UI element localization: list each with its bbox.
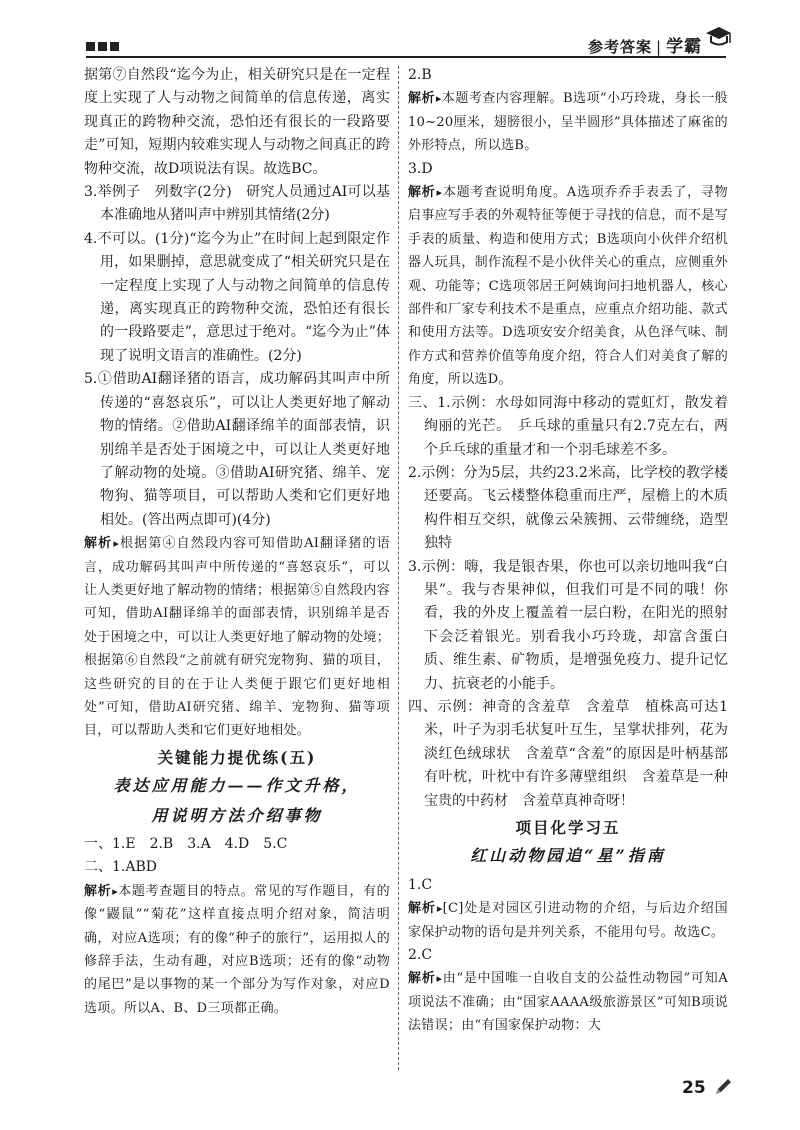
left-column — [84, 64, 390, 1020]
analysis-label: 解析 ▸ — [84, 536, 119, 551]
answer-part-4: 四、示例：神奇的含羞草 含羞草 植株高可达1米，叶子为羽毛状复叶互生，呈掌状排列，花为淡红色绒球状 含羞草“含羞”的原因是叶柄基部有叶枕，叶枕中有许多薄壁组织 含羞草是一种宝贵的中药材 含羞草真神奇呀！ — [408, 698, 728, 809]
analysis-part-2 — [84, 880, 390, 1020]
graduation-cap-icon — [704, 24, 732, 50]
analysis-label: 解析 ▸ — [408, 901, 443, 916]
answer-project-1: 1.C — [408, 876, 433, 893]
section-subtitle: 表达应用能力——作文升格， — [113, 776, 361, 796]
analysis-project-2 — [408, 967, 728, 1037]
answer-q5: 5.①借助AI翻译猪的语言，成功解码其叫声中所传递的“喜怒哀乐”，可以让人类更好地了解动物的情绪。②借助AI翻译绵羊的面部表情，识别绵羊是否处于困境之中，可以让人类更好地了解动物的处境。③借助AI研究猪、绵羊、宠物狗、猫等项目，可以帮助人类和它们更好地相处。(答出两点即可)(4分) — [84, 371, 390, 528]
page-header — [0, 0, 800, 60]
header-title — [588, 32, 702, 57]
answer-q2: 2.B — [408, 67, 432, 83]
project-subtitle: 红山动物园追“星”指南 — [470, 846, 666, 866]
header-decor-blocks — [86, 42, 119, 51]
answer-paragraph: 据第⑦自然段“迄今为止，相关研究只是在一定程度上实现了人与动物之间简单的信息传递，离实现真正的跨物种交流，恐怕还有很长的一段路要走”可知，短期内较难实现人与动物之间真正的跨物种交流，故D项说法有误。故选BC。 — [84, 67, 390, 177]
answer-project-2: 2.C — [408, 947, 433, 964]
analysis-q3 — [408, 181, 728, 392]
answer-q4: 4.不可以。(1分)“迄今为止”在时间上起到限定作用，如果删掉，意思就变成了“相关研究只是在一定程度上实现了人与动物之间简单的信息传递，离实现真正的跨物种交流，恐怕还有很长的一段路要走”，意思过于绝对。“迄今为止”体现了说明文语言的准确性。(2分) — [84, 230, 390, 364]
analysis-text: 本题考查说明角度。A选项乔乔手表丢了，寻物启事应写手表的外观特征等便于寻找的信息，而不是写手表的质量、构造和使用方式；B选项向小伙伴介绍机器人玩具，制作流程不是小伙伴关心的重点，应侧重外观、功能等；C选项邻居王阿姨询问扫地机器人，核心部件和厂家专利技术不是重点，应重点介绍功能、款式和使用方法等。D选项安安介绍美食，从色泽气味、制作方式和营养价值等角度介绍，符合人们对美食了解的角度，所以选D。 — [408, 185, 728, 388]
analysis-text: [C]处是对园区引进动物的介绍，与后边介绍国家保护动物的语句是并列关系，不能用句号。故选C。 — [408, 901, 728, 940]
analysis-label: 解析 ▸ — [408, 185, 442, 200]
analysis-text: 本题考查内容理解。B选项“小巧玲珑，身长一般10~20厘米，翅膀很小，呈半圆形”具体描述了麻雀的外形特点，所以选B。 — [408, 91, 728, 154]
analysis-q2 — [408, 87, 728, 157]
answer-part-3-3: 3.示例：嗨，我是银杏果，你也可以亲切地叫我“白果”。我与杏果神似，但我们可是不同的哦！你看，我的外皮上覆盖着一层白粉，在阳光的照射下会泛着银光。别看我小巧玲珑，却富含蛋白质、维生素、矿物质，是增强免疫力、提升记忆力、抗衰老的小能手。 — [408, 558, 728, 692]
analysis-label: 解析 ▸ — [408, 91, 442, 106]
analysis-text: 本题考查题目的特点。常见的写作题目，有的像“鼹鼠”“菊花”这样直接点明介绍对象，简洁明确，对应A选项；有的像“种子的旅行”，运用拟人的修辞手法，生动有趣，对应B选项；还有的像“动物的尾巴”是以事物的某一个部分为写作对象，对应D选项。所以A、B、D三项都正确。 — [84, 883, 390, 1016]
analysis-label: 解析 ▸ — [408, 971, 442, 986]
analysis-project-1 — [408, 897, 728, 944]
pen-icon — [712, 1076, 734, 1098]
project-title: 项目化学习五 — [515, 818, 621, 837]
answer-part-3-2: 2.示例：分为5层，共约23.2米高，比学校的教学楼还要高。飞云楼整体稳重而庄严，屋檐上的木质构件相互交织，就像云朵簇拥、云带缠绕，造型独特 — [408, 464, 728, 552]
answer-part-1: 一、1.E 2.B 3.A 4.D 5.C — [84, 836, 288, 852]
page-number: 25 — [682, 1078, 706, 1098]
analysis-label: 解析 ▸ — [84, 884, 118, 899]
answer-part-2: 二、1.ABD — [84, 859, 157, 876]
section-subtitle-2: 用说明方法介绍事物 — [151, 805, 323, 825]
answer-part-3-1: 三、1.示例：水母如同海中移动的霓虹灯，散发着绚丽的光芒。 乒乓球的重量只有2.7克左右，两个乒乓球的重量才和一个羽毛球差不多。 — [408, 394, 728, 458]
right-column — [408, 64, 728, 1038]
column-divider — [398, 66, 399, 1070]
section-title: 关键能力提优练(五) — [157, 747, 317, 767]
analysis-text: 由“是中国唯一自收自支的公益性动物园”可知A项说法不准确；由“国家AAAA级旅游景区”可知B项说法错误；由“有国家保护动物：大 — [408, 971, 729, 1034]
analysis-text: 根据第④自然段内容可知借助AI翻译猪的语言，成功解码其叫声中所传递的“喜怒哀乐”，可以让人类更好地了解动物的情绪；根据第⑤自然段内容可知，借助AI翻译绵羊的面部表情，识别绵羊是否处于困境之中，可以让人类更好地了解动物的处境；根据第⑥自然段“之前就有研究宠物狗、猫的项目，这些研究的目的在于让人类便于跟它们更好地相处”可知，借助AI研究猪、绵羊、宠物狗、猫等项目，可以帮助人类和它们更好地相处。 — [84, 536, 390, 739]
header-label: 参考答案 — [588, 38, 653, 56]
header-separator: | — [656, 38, 663, 56]
answer-q3: 3.举例子 列数字(2分) 研究人员通过AI可以基本准确地从猪叫声中辨别其情绪(2分) — [84, 184, 390, 224]
answer-q3-right: 3.D — [408, 160, 433, 177]
header-brand: 学霸 — [666, 37, 703, 57]
analysis-q5 — [84, 532, 390, 743]
